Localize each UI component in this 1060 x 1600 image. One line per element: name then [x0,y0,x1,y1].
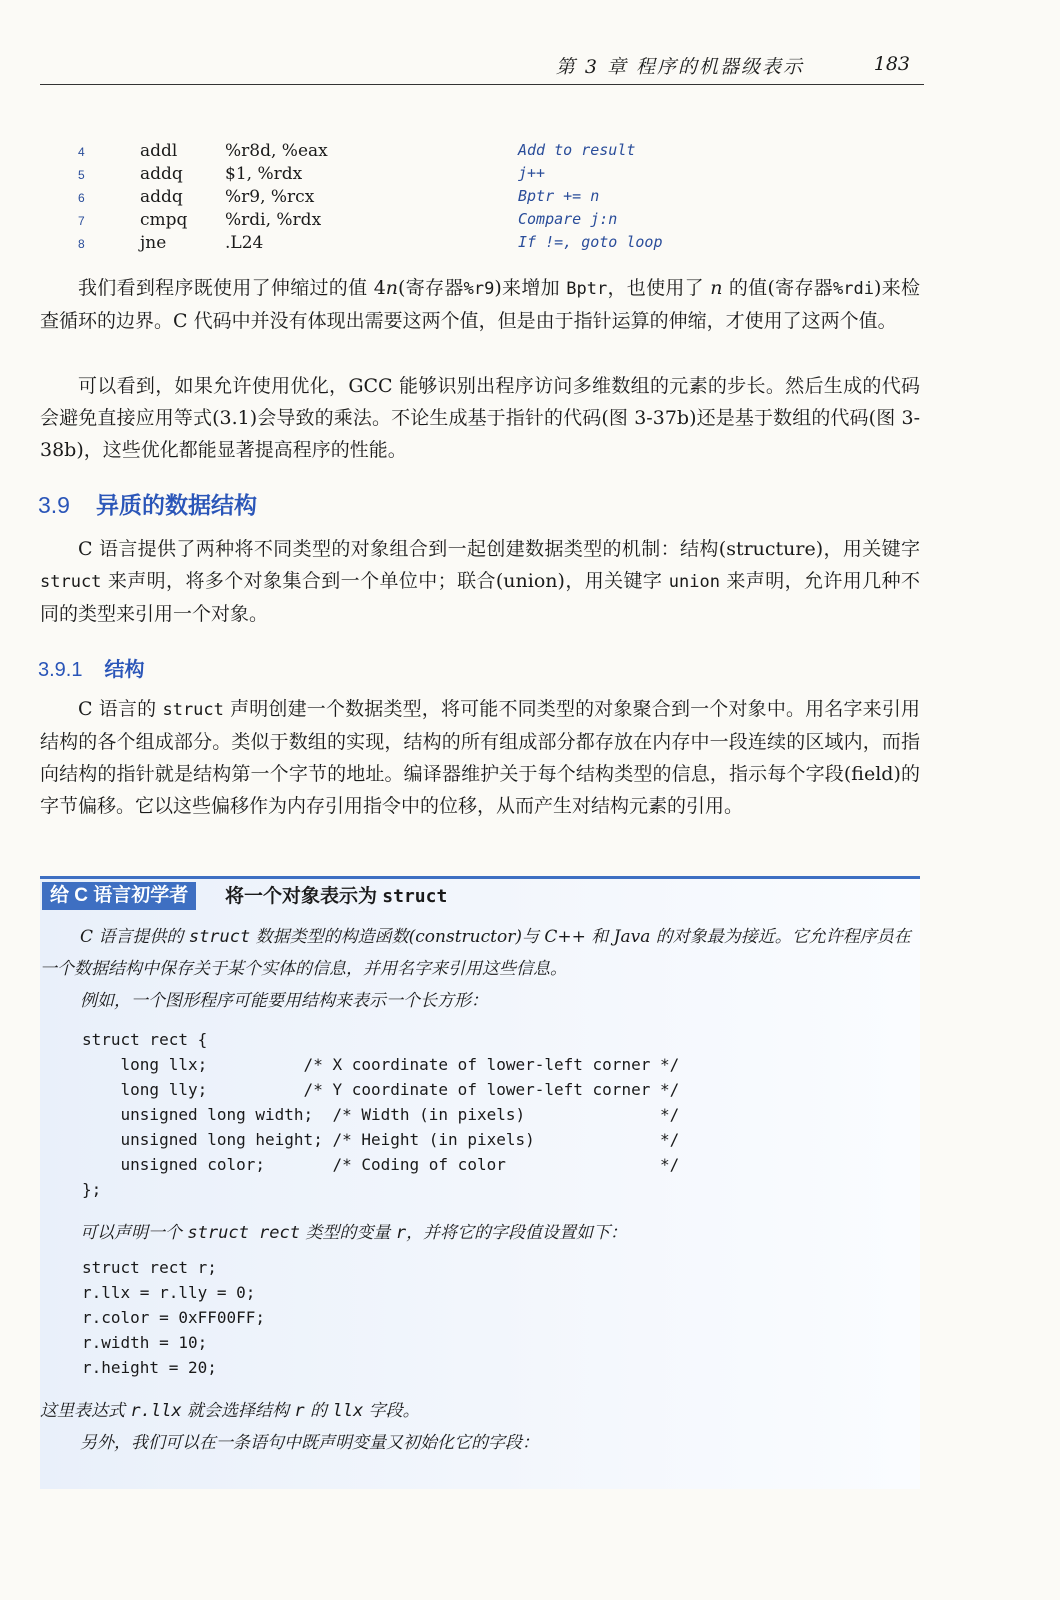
aside-paragraph-5: 另外，我们可以在一条语句中既声明变量又初始化它的字段： [80,1433,539,1453]
asm-line [78,233,718,256]
line-number: 6 [78,191,85,205]
page-number: 183 [873,53,910,75]
aside-paragraph-3: 可以声明一个 struct rect 类型的变量 r，并将它的字段值设置如下： [80,1223,628,1243]
asm-operands: %r9, %rcx [225,187,315,207]
asm-comment: Bptr += n [518,187,600,205]
asm-opcode: addq [140,164,183,184]
aside-title: 将一个对象表示为 struct [225,886,448,907]
aside-tag: 给 C 语言初学者 [42,882,196,910]
code-struct-init: struct rect r; r.llx = r.lly = 0; r.color = 0xFF00FF; r.width = 10; r.height = 20; [82,1258,266,1377]
asm-operands: %r8d, %eax [225,141,328,161]
asm-opcode: addq [140,187,183,207]
running-header [40,44,924,85]
asm-line [78,141,718,164]
asm-operands: .L24 [225,233,264,253]
asm-line [78,210,718,233]
aside-box [40,876,920,1489]
aside-paragraph-1: C 语言提供的 struct 数据类型的构造函数(constructor)与 C++ 和 Java 的对象最为接近。它允许程序员在一个数据结构中保存关于某个实体的信息，并用名字来引用这些信息。 [40,927,911,979]
section-heading: 3.9 异质的数据结构 [38,492,257,518]
asm-comment: Add to result [518,141,636,159]
aside-paragraph-4: 这里表达式 r.llx 就会选择结构 r 的 llx 字段。 [40,1401,420,1421]
body-paragraph-2: 可以看到，如果允许使用优化，GCC 能够识别出程序访问多维数组的元素的步长。然后生成的代码会避免直接应用等式(3.1)会导致的乘法。不论生成基于指针的代码(图 3-37b)还是基于数组的代码(图 3-38b)，这些优化都能显著提高程序的性能。 [40,375,920,461]
line-number: 8 [78,237,85,251]
asm-opcode: addl [140,141,178,161]
line-number: 4 [78,145,85,159]
body-paragraph-1: 我们看到程序既使用了伸缩过的值 4n(寄存器%r9)来增加 Bptr，也使用了 n 的值(寄存器%rdi)来检查循环的边界。C 代码中并没有体现出需要这两个值，但是由于指针运算的伸缩，才使用了这两个值。 [40,277,920,332]
asm-line [78,164,718,187]
line-number: 7 [78,214,85,228]
asm-comment: Compare j:n [518,210,618,228]
line-number: 5 [78,168,85,182]
asm-opcode: jne [140,233,167,253]
assembly-listing [78,141,718,256]
subsection-heading: 3.9.1 结构 [38,659,145,681]
body-paragraph-3: C 语言提供了两种将不同类型的对象组合到一起创建数据类型的机制：结构(structure)，用关键字 struct 来声明，将多个对象集合到一个单位中；联合(union)，用关键字 union 来声明，允许用几种不同的类型来引用一个对象。 [40,538,920,625]
code-struct-rect: struct rect { long llx; /* X coordinate of lower-left corner */ long lly; /* Y coordinate of lower-left corner */ unsigned long width; /* Width (in pixels) */ unsigned long height; /* Height (in pixels) */ unsigned color; /* Coding of color */ }; [82,1030,680,1199]
asm-comment: j++ [518,164,546,182]
asm-opcode: cmpq [140,210,188,230]
body-paragraph-4: C 语言的 struct 声明创建一个数据类型，将可能不同类型的对象聚合到一个对象中。用名字来引用结构的各个组成部分。类似于数组的实现，结构的所有组成部分都存放在内存中一段连续的区域内，而指向结构的指针就是结构第一个字节的地址。编译器维护关于每个结构类型的信息，指示每个字段(field)的字节偏移。它以这些偏移作为内存引用指令中的位移，从而产生对结构元素的引用。 [40,698,920,817]
asm-operands: $1, %rdx [225,164,303,184]
asm-comment: If !=, goto loop [518,233,663,251]
asm-operands: %rdi, %rdx [225,210,322,230]
asm-line [78,187,718,210]
chapter-title: 第 3 章 程序的机器级表示 [555,56,804,78]
aside-paragraph-2: 例如，一个图形程序可能要用结构来表示一个长方形： [80,991,488,1011]
